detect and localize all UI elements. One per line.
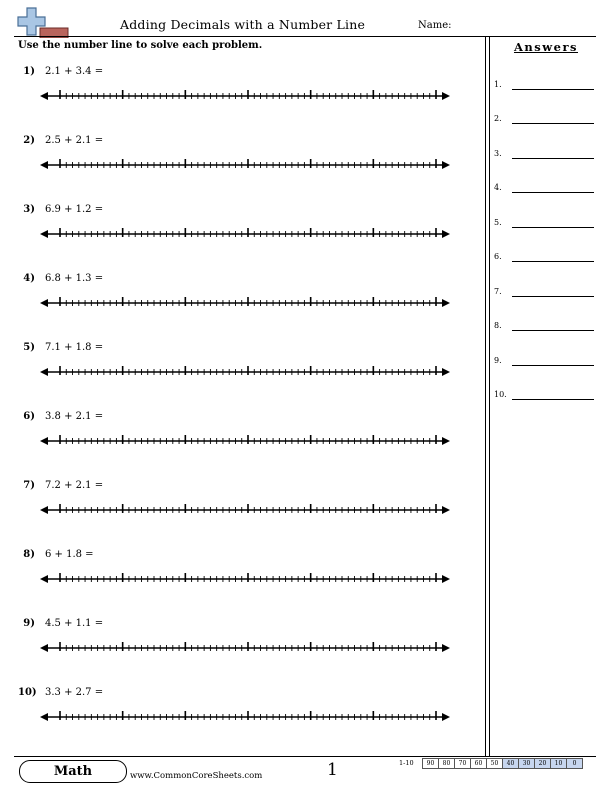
- problem-item: [0, 135, 480, 195]
- number-line: [40, 640, 450, 656]
- left-arrow-icon: [40, 161, 48, 169]
- problem-item: [0, 66, 480, 126]
- name-field-label: Name:: [418, 20, 452, 31]
- problem-item: [0, 618, 480, 678]
- score-table: [423, 758, 583, 769]
- answer-blank[interactable]: [512, 399, 594, 400]
- number-line: [40, 295, 450, 311]
- answer-blank[interactable]: [512, 123, 594, 124]
- score-cell: 30: [518, 758, 535, 769]
- answer-column-divider: [485, 36, 486, 756]
- answer-number: 3.: [494, 149, 502, 158]
- problem-item: [0, 411, 480, 471]
- answer-number: 1.: [494, 80, 502, 89]
- problem-item: [0, 273, 480, 333]
- answer-number: 6.: [494, 252, 502, 261]
- answer-number: 9.: [494, 356, 502, 365]
- left-arrow-icon: [40, 713, 48, 721]
- answer-blank[interactable]: [512, 261, 594, 262]
- problem-number: 8): [23, 549, 35, 560]
- score-cell: 60: [470, 758, 487, 769]
- score-cell: 40: [502, 758, 519, 769]
- answer-row: [494, 356, 594, 370]
- number-line: [40, 226, 450, 242]
- problem-item: [0, 480, 480, 540]
- answer-number: 5.: [494, 218, 502, 227]
- number-line: [40, 433, 450, 449]
- right-arrow-icon: [442, 368, 450, 376]
- answer-row: [494, 80, 594, 94]
- page-number: 1: [327, 760, 338, 780]
- problem-number: 10): [18, 687, 37, 698]
- left-arrow-icon: [40, 299, 48, 307]
- answer-number: 8.: [494, 321, 502, 330]
- answer-blank[interactable]: [512, 192, 594, 193]
- right-arrow-icon: [442, 161, 450, 169]
- problem-number: 2): [23, 135, 35, 146]
- answer-row: [494, 218, 594, 232]
- problem-expression: 4.5 + 1.1 =: [45, 618, 104, 629]
- footer-divider: [14, 756, 596, 757]
- problem-expression: 7.1 + 1.8 =: [45, 342, 104, 353]
- header-divider: [14, 36, 596, 37]
- right-arrow-icon: [442, 299, 450, 307]
- score-cell: 90: [422, 758, 439, 769]
- problem-expression: 7.2 + 2.1 =: [45, 480, 104, 491]
- commoncoresheets-logo-icon: [15, 6, 70, 38]
- left-arrow-icon: [40, 368, 48, 376]
- answer-blank[interactable]: [512, 296, 594, 297]
- problem-number: 9): [23, 618, 35, 629]
- right-arrow-icon: [442, 575, 450, 583]
- subject-badge: Math: [19, 760, 127, 783]
- answer-column-divider-inner: [489, 36, 490, 756]
- answer-number: 2.: [494, 114, 502, 123]
- answer-blank[interactable]: [512, 365, 594, 366]
- problem-number: 7): [23, 480, 35, 491]
- answers-heading: Answers: [513, 40, 578, 54]
- answer-row: [494, 390, 594, 404]
- problem-expression: 3.8 + 2.1 =: [45, 411, 104, 422]
- answer-blank[interactable]: [512, 89, 594, 90]
- answer-number: 4.: [494, 183, 502, 192]
- right-arrow-icon: [442, 506, 450, 514]
- left-arrow-icon: [40, 575, 48, 583]
- right-arrow-icon: [442, 92, 450, 100]
- answer-row: [494, 183, 594, 197]
- problem-expression: 6.9 + 1.2 =: [45, 204, 104, 215]
- answer-row: [494, 114, 594, 128]
- answer-blank[interactable]: [512, 330, 594, 331]
- left-arrow-icon: [40, 92, 48, 100]
- answer-blank[interactable]: [512, 158, 594, 159]
- answer-row: [494, 252, 594, 266]
- worksheet-title: Adding Decimals with a Number Line: [120, 17, 366, 32]
- number-line: [40, 88, 450, 104]
- left-arrow-icon: [40, 644, 48, 652]
- problem-expression: 6 + 1.8 =: [45, 549, 94, 560]
- score-cell: 0: [566, 758, 583, 769]
- problem-number: 1): [23, 66, 35, 77]
- instructions: Use the number line to solve each problem.: [18, 40, 263, 51]
- right-arrow-icon: [442, 713, 450, 721]
- problem-expression: 3.3 + 2.7 =: [45, 687, 104, 698]
- problem-number: 3): [23, 204, 35, 215]
- answer-row: [494, 149, 594, 163]
- number-line: [40, 571, 450, 587]
- right-arrow-icon: [442, 230, 450, 238]
- problem-item: [0, 687, 480, 747]
- problem-number: 5): [23, 342, 35, 353]
- answer-blank[interactable]: [512, 227, 594, 228]
- problem-item: [0, 549, 480, 609]
- answer-row: [494, 321, 594, 335]
- score-cell: 10: [550, 758, 567, 769]
- score-cell: 20: [534, 758, 551, 769]
- answer-number: 10.: [494, 390, 507, 399]
- problem-expression: 6.8 + 1.3 =: [45, 273, 104, 284]
- right-arrow-icon: [442, 437, 450, 445]
- number-line: [40, 502, 450, 518]
- problem-item: [0, 342, 480, 402]
- right-arrow-icon: [442, 644, 450, 652]
- problem-expression: 2.1 + 3.4 =: [45, 66, 104, 77]
- score-cell: 70: [454, 758, 471, 769]
- answer-row: [494, 287, 594, 301]
- problem-expression: 2.5 + 2.1 =: [45, 135, 104, 146]
- score-cell: 80: [438, 758, 455, 769]
- left-arrow-icon: [40, 230, 48, 238]
- number-line: [40, 157, 450, 173]
- number-line: [40, 709, 450, 725]
- problem-number: 6): [23, 411, 35, 422]
- score-cell: 50: [486, 758, 503, 769]
- problem-item: [0, 204, 480, 264]
- score-range-label: 1-10: [399, 759, 414, 767]
- site-url: www.CommonCoreSheets.com: [130, 771, 263, 781]
- problem-number: 4): [23, 273, 35, 284]
- number-line: [40, 364, 450, 380]
- left-arrow-icon: [40, 506, 48, 514]
- answer-number: 7.: [494, 287, 502, 296]
- left-arrow-icon: [40, 437, 48, 445]
